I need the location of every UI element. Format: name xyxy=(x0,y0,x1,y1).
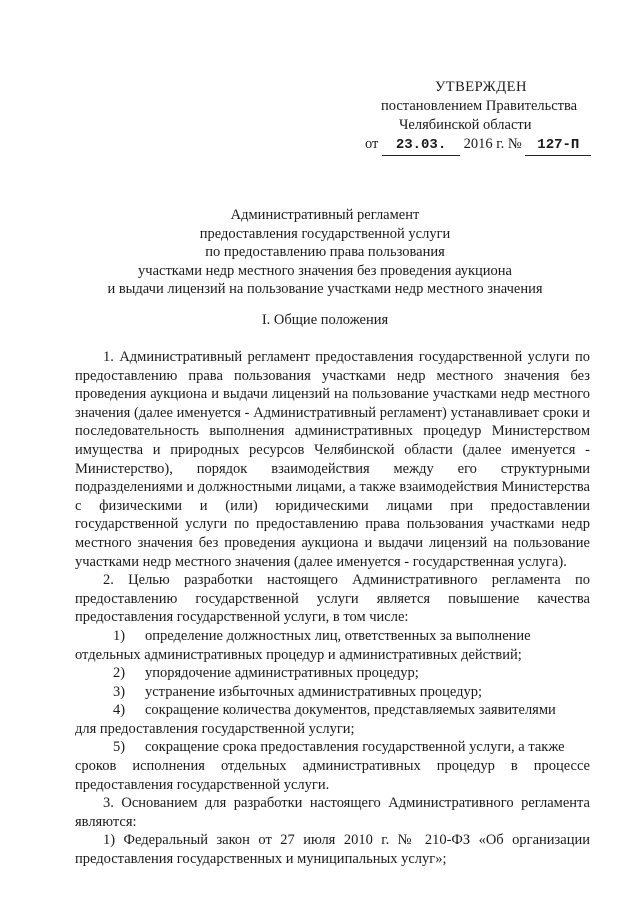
paragraph-1: 1. Административный регламент предоставления государственной услуги по предоставлению права пользования участками недр местного значения без проведения аукциона и выдачи лицензий на пользование участками недр местного значения (далее именуется - Административный регламент) устанавливает сроки и последовательность выполнения административных процедур Министерством имущества и природных ресурсов Челябинской области (далее именуется - Министерство), порядок взаимодействия между его структурными подразделениями и должностными лицами, а также взаимодействия Министерства с физическими и (или) юридическими лицами при предоставлении государственной услуги по предоставлению права пользования участками недр местного значения без проведения аукциона и выдачи лицензий на пользование участками недр местного значения (далее именуется - государственная услуга). xyxy=(75,349,590,570)
list-item-number: 1) xyxy=(113,627,126,644)
title-line: и выдачи лицензий на пользование участками недр местного значения xyxy=(107,281,543,298)
paragraph-2: 2. Целью разработки настоящего Административного регламента по предоставлению государственной услуги является повышение качества предоставления государственной услуги, в том числе: xyxy=(75,572,590,626)
list-item-text: упорядочение административных процедур; xyxy=(145,665,419,682)
paragraph-3: 3. Основанием для разработки настоящего Административного регламента являются: xyxy=(75,795,590,830)
list-item-number: 2) xyxy=(113,665,126,682)
list-item-continuation: отдельных административных процедур и административных действий; xyxy=(75,646,522,663)
list-item-text: устранение избыточных административных процедур; xyxy=(145,683,482,700)
list-item-text: сокращение срока предоставления государственной услуги, а также xyxy=(145,739,565,756)
approval-line-2: Челябинской области xyxy=(399,117,532,133)
section-heading: I. Общие положения xyxy=(261,312,389,328)
approval-from-prefix: от xyxy=(365,136,379,152)
list-item-text: определение должностных лиц, ответственных за выполнение xyxy=(145,627,531,644)
list-item xyxy=(75,683,590,702)
list-item xyxy=(75,664,590,683)
list-item xyxy=(75,627,590,646)
approval-date: 23.03. xyxy=(382,136,460,156)
title-line: по предоставлению права пользования xyxy=(205,244,445,261)
approval-title: УТВЕРЖДЕН xyxy=(435,79,527,95)
list-item xyxy=(75,701,590,720)
approval-year-text: 2016 г. № xyxy=(463,136,522,152)
list-item-number: 3) xyxy=(113,683,126,700)
document-title xyxy=(60,206,590,299)
title-line: предоставления государственной услуги xyxy=(199,225,451,242)
list-item xyxy=(75,738,590,757)
list-item-number: 5) xyxy=(113,739,126,756)
list-item-continuation: сроков исполнения отдельных административных процедур в процессе предоставления государственной услуги. xyxy=(75,758,590,793)
approval-number: 127-П xyxy=(525,136,591,156)
paragraph-4: 1) Федеральный закон от 27 июля 2010 г. № 210-ФЗ «Об организации предоставления государственных и муниципальных услуг»; xyxy=(75,832,590,868)
list-item-number: 4) xyxy=(113,702,126,719)
document-body xyxy=(75,348,590,869)
approval-date-line xyxy=(365,135,591,156)
title-line: Административный регламент xyxy=(230,207,420,223)
list-item-continuation: для предоставления государственной услуги; xyxy=(75,720,355,737)
list-item-text: сокращение количества документов, представляемых заявителями xyxy=(145,702,556,719)
title-line: участками недр местного значения без проведения аукциона xyxy=(138,262,512,279)
approval-line-1: постановлением Правительства xyxy=(381,98,578,114)
